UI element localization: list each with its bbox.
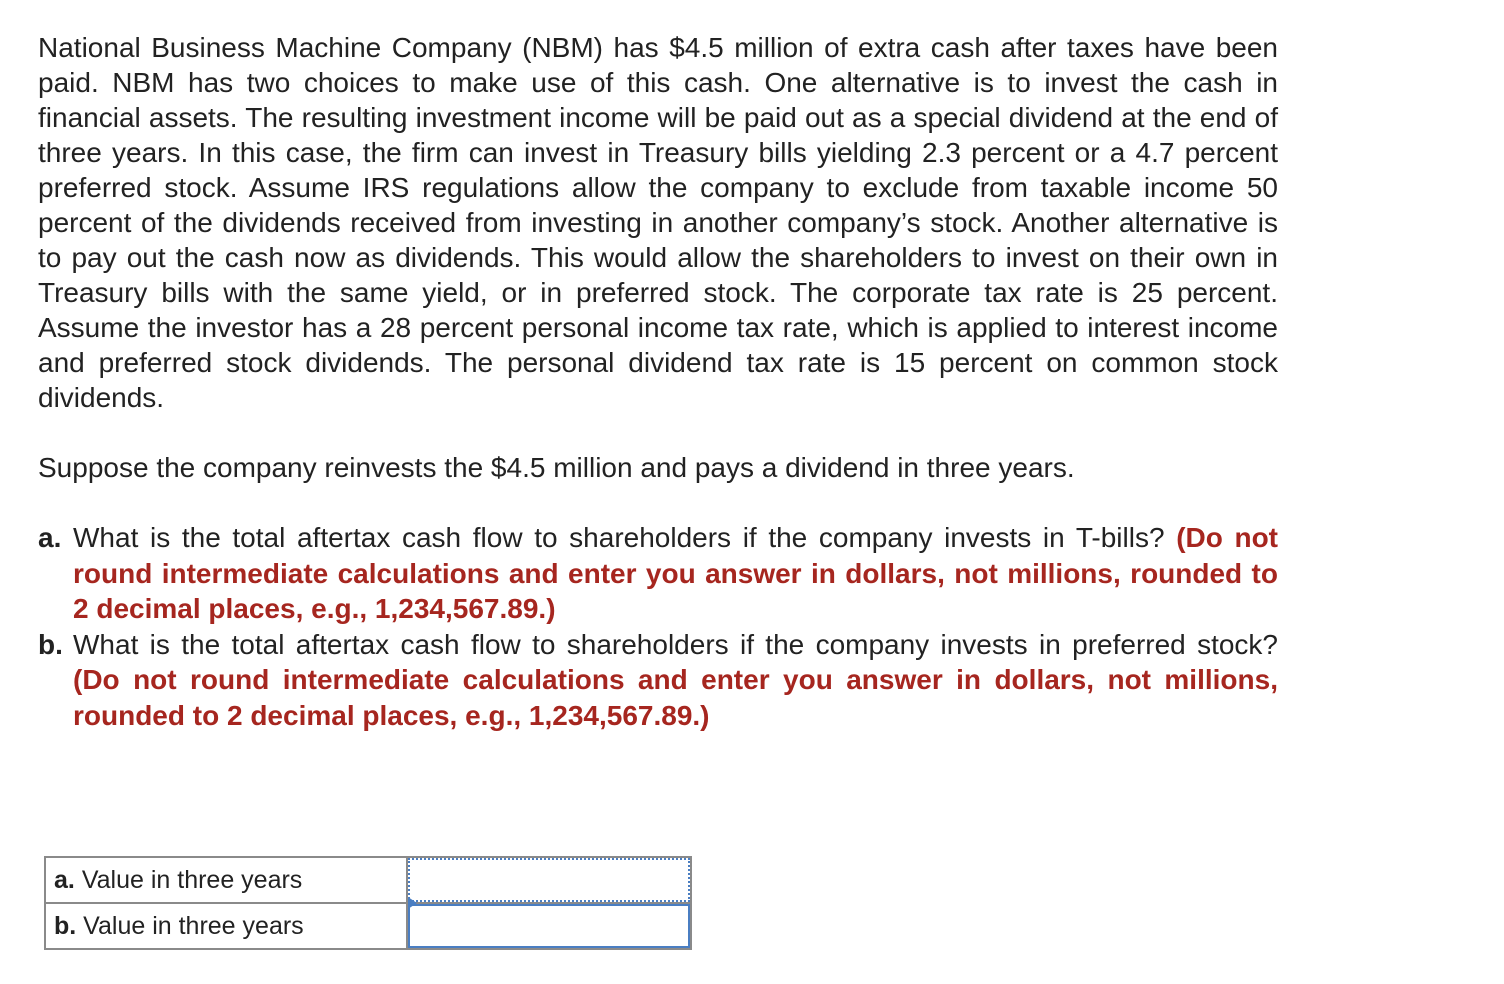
answer-row-b <box>45 903 691 949</box>
question-a-label: a. <box>38 522 62 553</box>
answer-b-label <box>45 903 407 949</box>
answer-a-letter: a. <box>54 865 75 894</box>
question-a-instruction: (Do not round intermediate calculations and enter you answer in dollars, not millions, rounded to 2 decimal places, e.g., 1,234,567.89.) <box>73 522 1279 624</box>
question-a-text: What is the total aftertax cash flow to shareholders if the company invests in T-bills? <box>73 522 1165 553</box>
answer-a-text: Value in three years <box>81 865 303 894</box>
answer-a-cell <box>407 857 691 903</box>
problem-paragraph: National Business Machine Company (NBM) has $4.5 million of extra cash after taxes have been paid. NBM has two choices to make use of this cash. One alternative is to invest the cash in financial assets. The resulting investment income will be paid out as a special dividend at the end of three years. In this case, the firm can invest in Treasury bills yielding 2.3 percent or a 4.7 percent preferred stock. Assume IRS regulations allow the company to exclude from taxable income 50 percent of the dividends received from investing in another company’s stock. Another alternative is to pay out the cash now as dividends. This would allow the shareholders to invest on their own in Treasury bills with the same yield, or in preferred stock. The corporate tax rate is 25 percent. Assume the investor has a 28 percent personal income tax rate, which is applied to interest income and preferred stock dividends. The personal dividend tax rate is 15 percent on common stock dividends. <box>38 32 1278 413</box>
answer-b-text: Value in three years <box>83 911 304 940</box>
question-b-label: b. <box>38 628 63 660</box>
question-b-instruction: (Do not round intermediate calculations and enter you answer in dollars, not millions, rounded to 2 decimal places, e.g., 1,234,567.89.) <box>73 664 1278 731</box>
answer-b-input[interactable] <box>408 904 690 948</box>
answer-a-input[interactable] <box>408 858 690 902</box>
answer-a-label <box>45 857 407 903</box>
question-list <box>38 520 1278 733</box>
answer-b-letter: b. <box>54 911 77 940</box>
scenario-statement: Suppose the company reinvests the $4.5 million and pays a dividend in three years. <box>38 452 1075 483</box>
problem-content <box>38 30 1278 733</box>
focus-pointer-icon <box>408 897 417 909</box>
answer-row-a <box>45 857 691 903</box>
question-a <box>38 520 1278 627</box>
question-b-text: What is the total aftertax cash flow to shareholders if the company invests in preferred stock? <box>73 628 1278 660</box>
answer-b-cell <box>407 903 691 949</box>
question-b <box>38 627 1278 734</box>
answer-table <box>44 856 692 950</box>
